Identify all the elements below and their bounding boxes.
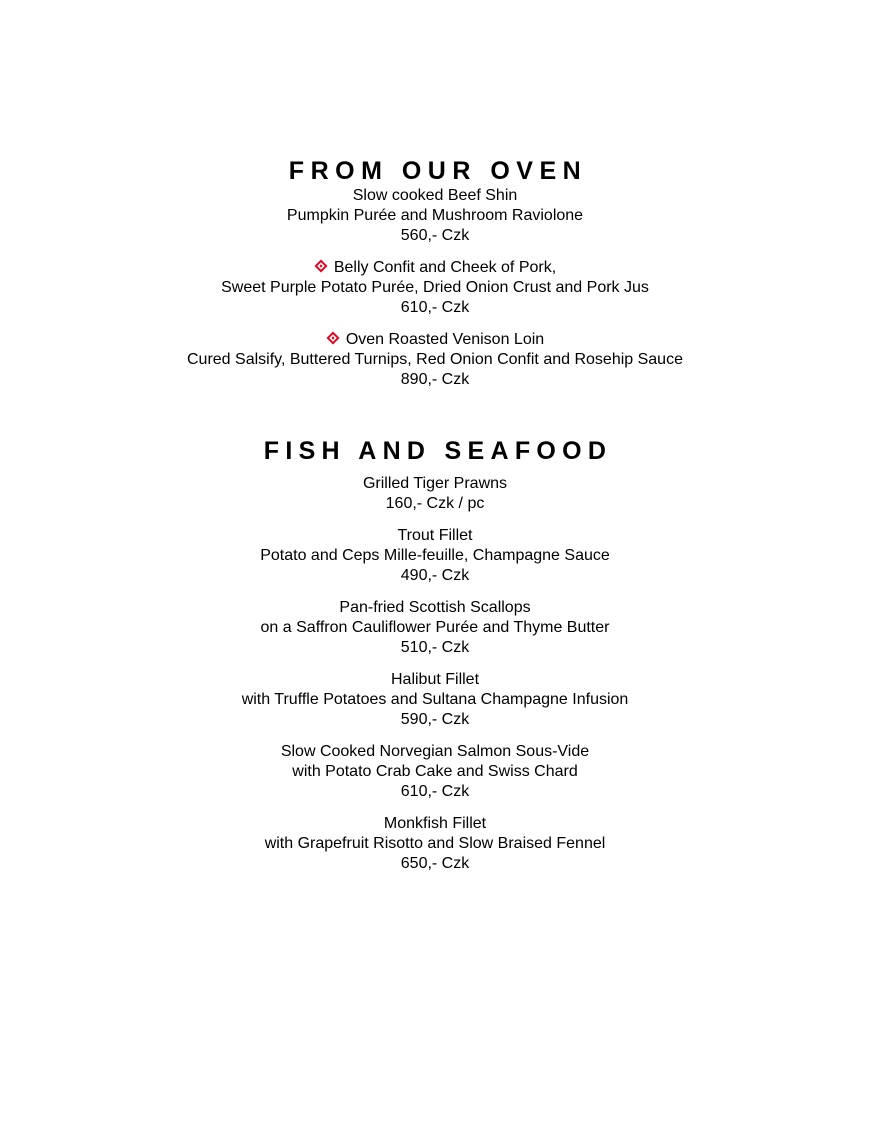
- dish-name: Belly Confit and Cheek of Pork,: [333, 259, 557, 276]
- menu-item-trout-fillet: [0, 526, 870, 586]
- dish-price: 490,- Czk: [400, 567, 470, 584]
- dish-description: with Potato Crab Cake and Swiss Chard: [292, 763, 578, 780]
- dish-price: 590,- Czk: [400, 711, 470, 728]
- menu-item-monkfish-fillet: [0, 814, 870, 874]
- section-fish-and-seafood: [0, 436, 870, 886]
- dish-price: 890,- Czk: [400, 371, 470, 388]
- dish-description: with Truffle Potatoes and Sultana Champagne Infusion: [241, 691, 629, 708]
- menu-item-halibut-fillet: [0, 670, 870, 730]
- dish-name: Halibut Fillet: [390, 671, 480, 688]
- red-diamond-icon: [314, 259, 328, 273]
- red-diamond-icon: [326, 331, 340, 345]
- dish-description: on a Saffron Cauliflower Purée and Thyme Butter: [260, 619, 610, 636]
- dish-price: 560,- Czk: [400, 227, 470, 244]
- dish-name: Trout Fillet: [397, 527, 473, 544]
- menu-item-scottish-scallops: [0, 598, 870, 658]
- menu-item-venison-loin: [0, 330, 870, 390]
- menu-item-beef-shin: [0, 186, 870, 246]
- dish-description: Cured Salsify, Buttered Turnips, Red Onion Confit and Rosehip Sauce: [187, 351, 683, 368]
- section-heading: FROM OUR OVEN: [288, 157, 588, 185]
- dish-name: Grilled Tiger Prawns: [362, 475, 508, 492]
- dish-description: Pumpkin Purée and Mushroom Raviolone: [286, 207, 584, 224]
- dish-name: Oven Roasted Venison Loin: [345, 331, 545, 348]
- section-from-our-oven: [0, 156, 870, 402]
- dish-description: Potato and Ceps Mille-feuille, Champagne Sauce: [260, 547, 610, 564]
- menu-item-pork-belly: [0, 258, 870, 318]
- dish-name-row: [0, 330, 870, 350]
- menu-item-tiger-prawns: [0, 474, 870, 514]
- menu-item-salmon-sous-vide: [0, 742, 870, 802]
- dish-price: 650,- Czk: [400, 855, 470, 872]
- dish-price: 610,- Czk: [400, 783, 470, 800]
- dish-name: Slow cooked Beef Shin: [352, 187, 518, 204]
- dish-name: Pan-fried Scottish Scallops: [339, 599, 531, 616]
- dish-name-row: [0, 258, 870, 278]
- dish-price: 510,- Czk: [400, 639, 470, 656]
- dish-name: Slow Cooked Norvegian Salmon Sous-Vide: [280, 743, 590, 760]
- dish-price: 160,- Czk / pc: [385, 495, 485, 512]
- dish-description: with Grapefruit Risotto and Slow Braised Fennel: [264, 835, 606, 852]
- dish-name: Monkfish Fillet: [383, 815, 487, 832]
- dish-description: Sweet Purple Potato Purée, Dried Onion Crust and Pork Jus: [221, 279, 649, 296]
- section-heading: FISH AND SEAFOOD: [263, 437, 613, 465]
- dish-price: 610,- Czk: [400, 299, 470, 316]
